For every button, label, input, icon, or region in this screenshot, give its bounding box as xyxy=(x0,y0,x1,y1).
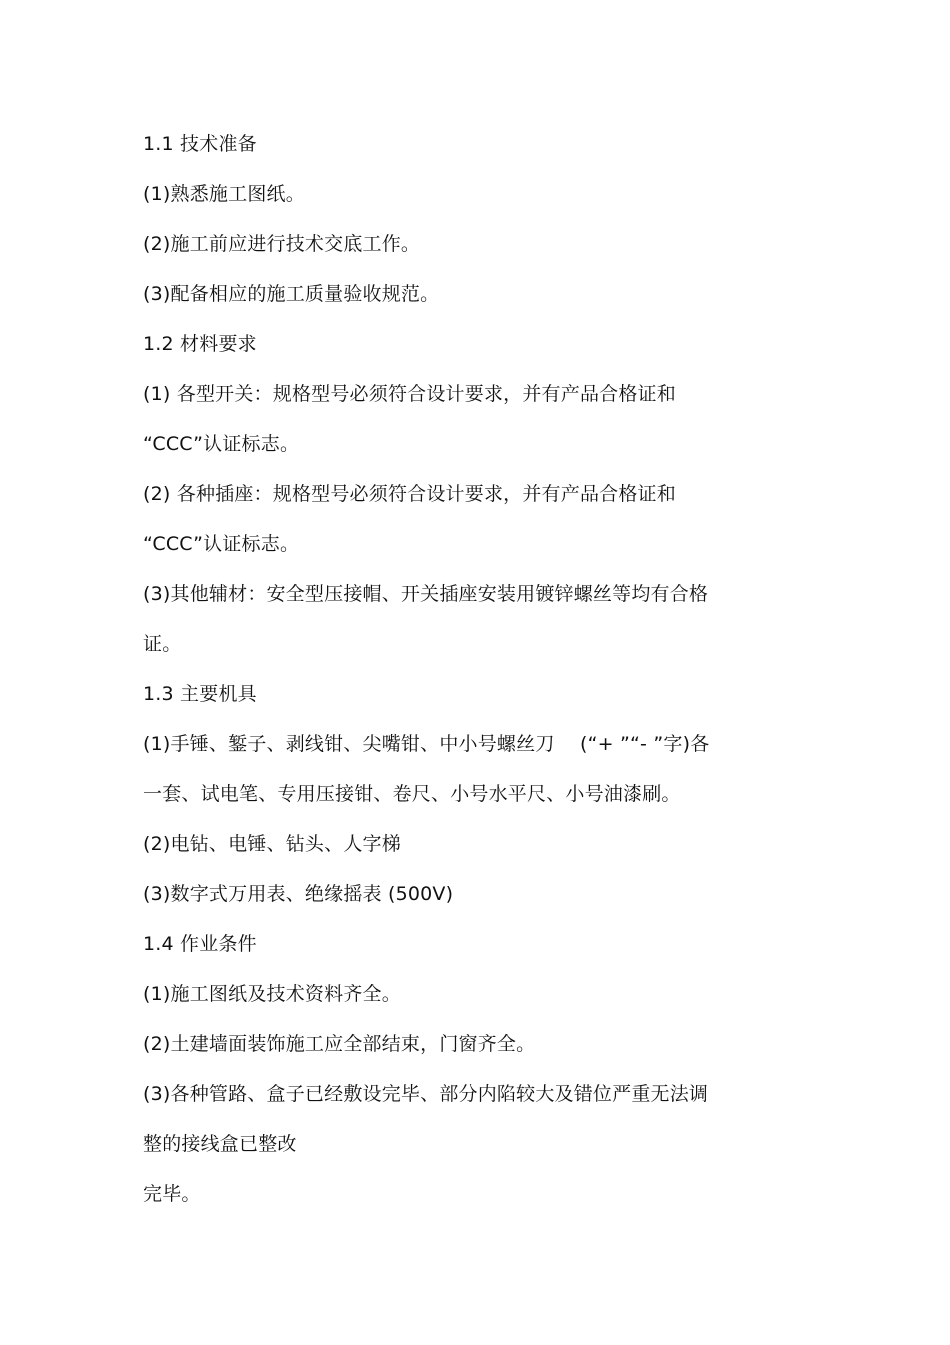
text-line: (1) 各型开关：规格型号必须符合设计要求，并有产品合格证和 xyxy=(143,383,676,405)
text-line: (2)施工前应进行技术交底工作。 xyxy=(143,233,421,255)
text-line: (2)电钻、电锤、钻头、人字梯 xyxy=(143,833,401,855)
text-line: (1)手锤、錾子、剥线钳、尖嘴钳、中小号螺丝刀 (“+ ”“- ”字)各 xyxy=(143,733,710,755)
section-heading-1-4: 1.4 作业条件 xyxy=(143,933,257,955)
text-line: (2) 各种插座：规格型号必须符合设计要求，并有产品合格证和 xyxy=(143,483,676,505)
section-heading-1-3: 1.3 主要机具 xyxy=(143,683,257,705)
text-line: 证。 xyxy=(143,633,182,655)
text-line: (3)数字式万用表、绝缘摇表 (500V) xyxy=(143,883,454,905)
section-heading-1-2: 1.2 材料要求 xyxy=(143,333,257,355)
text-line: 整的接线盒已整改 xyxy=(143,1133,297,1155)
text-line: (2)土建墙面装饰施工应全部结束，门窗齐全。 xyxy=(143,1033,536,1055)
text-line: (3)配备相应的施工质量验收规范。 xyxy=(143,283,440,305)
text-line: (3)其他辅材：安全型压接帽、开关插座安装用镀锌螺丝等均有合格 xyxy=(143,583,709,605)
text-line: (1)施工图纸及技术资料齐全。 xyxy=(143,983,401,1005)
text-line: (3)各种管路、盒子已经敷设完毕、部分内陷较大及错位严重无法调 xyxy=(143,1083,709,1105)
text-line: 一套、试电笔、专用压接钳、卷尺、小号水平尺、小号油漆刷。 xyxy=(143,783,681,805)
text-line: “CCC”认证标志。 xyxy=(143,533,300,555)
text-line: 完毕。 xyxy=(143,1183,201,1205)
text-line: (1)熟悉施工图纸。 xyxy=(143,183,305,205)
section-heading-1-1: 1.1 技术准备 xyxy=(143,133,257,155)
text-line: “CCC”认证标志。 xyxy=(143,433,300,455)
